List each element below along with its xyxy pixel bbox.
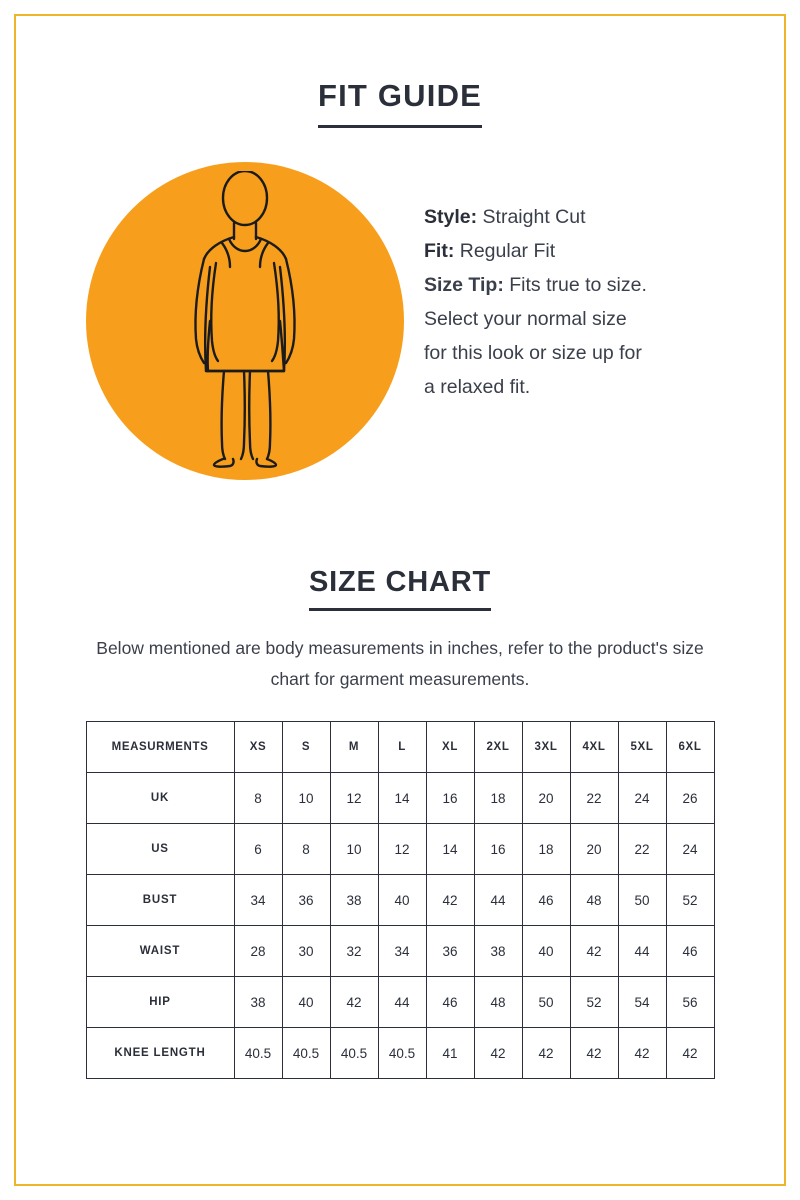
table-cell: 20: [522, 773, 570, 824]
table-cell: 42: [426, 875, 474, 926]
table-cell: 12: [330, 773, 378, 824]
row-header-measurement: UK: [86, 773, 234, 824]
table-cell: 44: [618, 926, 666, 977]
style-label: Style:: [424, 206, 478, 228]
table-cell: 20: [570, 824, 618, 875]
table-cell: 52: [666, 875, 714, 926]
table-cell: 10: [330, 824, 378, 875]
table-row: [86, 824, 714, 875]
table-cell: 41: [426, 1028, 474, 1079]
size-tip-label: Size Tip:: [424, 274, 504, 296]
figure-circle-background: [86, 162, 404, 480]
table-cell: 40.5: [234, 1028, 282, 1079]
table-row: [86, 773, 714, 824]
table-header-row: [86, 722, 714, 773]
table-cell: 40.5: [282, 1028, 330, 1079]
column-header-size: L: [378, 722, 426, 773]
table-cell: 14: [378, 773, 426, 824]
column-header-size: XL: [426, 722, 474, 773]
row-header-measurement: US: [86, 824, 234, 875]
table-cell: 46: [522, 875, 570, 926]
table-cell: 34: [378, 926, 426, 977]
column-header-size: 6XL: [666, 722, 714, 773]
column-header-measurements: MEASURMENTS: [86, 722, 234, 773]
table-cell: 42: [330, 977, 378, 1028]
table-row: [86, 926, 714, 977]
table-cell: 8: [234, 773, 282, 824]
table-cell: 26: [666, 773, 714, 824]
style-value: Straight Cut: [482, 206, 586, 228]
table-cell: 8: [282, 824, 330, 875]
table-row: [86, 1028, 714, 1079]
table-cell: 48: [570, 875, 618, 926]
table-cell: 16: [426, 773, 474, 824]
column-header-size: 5XL: [618, 722, 666, 773]
table-cell: 46: [666, 926, 714, 977]
table-cell: 36: [426, 926, 474, 977]
table-cell: 34: [234, 875, 282, 926]
figure-column: [80, 162, 410, 480]
table-cell: 40: [282, 977, 330, 1028]
table-cell: 44: [474, 875, 522, 926]
size-tip-value: Fits true to size. Select your normal size for this look or size up for a relaxed fit.: [424, 274, 647, 398]
table-cell: 52: [570, 977, 618, 1028]
table-cell: 40.5: [378, 1028, 426, 1079]
table-cell: 42: [570, 1028, 618, 1079]
table-cell: 46: [426, 977, 474, 1028]
table-row: [86, 875, 714, 926]
dress-figure-icon: [150, 171, 340, 471]
page-border-frame: [14, 14, 786, 1186]
column-header-size: S: [282, 722, 330, 773]
column-header-size: XS: [234, 722, 282, 773]
size-chart-title: SIZE CHART: [309, 566, 491, 611]
column-header-size: 2XL: [474, 722, 522, 773]
fit-info-column: [410, 162, 720, 404]
size-tip-line: [424, 268, 654, 404]
table-cell: 28: [234, 926, 282, 977]
column-header-size: 4XL: [570, 722, 618, 773]
table-cell: 16: [474, 824, 522, 875]
table-cell: 42: [618, 1028, 666, 1079]
table-cell: 38: [474, 926, 522, 977]
table-cell: 40: [522, 926, 570, 977]
column-header-size: 3XL: [522, 722, 570, 773]
table-cell: 14: [426, 824, 474, 875]
table-cell: 44: [378, 977, 426, 1028]
fit-label: Fit:: [424, 240, 455, 262]
table-cell: 48: [474, 977, 522, 1028]
style-line: [424, 200, 720, 234]
size-chart-header: [16, 566, 784, 611]
table-cell: 6: [234, 824, 282, 875]
table-row: [86, 977, 714, 1028]
table-cell: 40: [378, 875, 426, 926]
table-cell: 12: [378, 824, 426, 875]
column-header-size: M: [330, 722, 378, 773]
size-chart-table: [86, 721, 715, 1079]
table-cell: 22: [618, 824, 666, 875]
table-cell: 38: [330, 875, 378, 926]
fit-line: [424, 234, 720, 268]
table-cell: 18: [474, 773, 522, 824]
row-header-measurement: WAIST: [86, 926, 234, 977]
size-chart-note: Below mentioned are body measurements in inches, refer to the product's size chart for garment measurements.: [96, 638, 704, 689]
table-cell: 54: [618, 977, 666, 1028]
row-header-measurement: BUST: [86, 875, 234, 926]
table-cell: 42: [666, 1028, 714, 1079]
table-cell: 56: [666, 977, 714, 1028]
table-cell: 10: [282, 773, 330, 824]
row-header-measurement: HIP: [86, 977, 234, 1028]
table-cell: 42: [522, 1028, 570, 1079]
table-cell: 18: [522, 824, 570, 875]
table-cell: 42: [570, 926, 618, 977]
fit-guide-body: [16, 128, 784, 480]
fit-value: Regular Fit: [459, 240, 556, 262]
table-cell: 24: [618, 773, 666, 824]
table-cell: 42: [474, 1028, 522, 1079]
table-cell: 50: [618, 875, 666, 926]
fit-guide-title: FIT GUIDE: [318, 78, 482, 128]
table-cell: 40.5: [330, 1028, 378, 1079]
table-cell: 38: [234, 977, 282, 1028]
table-cell: 30: [282, 926, 330, 977]
table-cell: 50: [522, 977, 570, 1028]
table-cell: 22: [570, 773, 618, 824]
table-cell: 32: [330, 926, 378, 977]
row-header-measurement: KNEE LENGTH: [86, 1028, 234, 1079]
table-cell: 24: [666, 824, 714, 875]
table-cell: 36: [282, 875, 330, 926]
fit-guide-header: [16, 16, 784, 128]
